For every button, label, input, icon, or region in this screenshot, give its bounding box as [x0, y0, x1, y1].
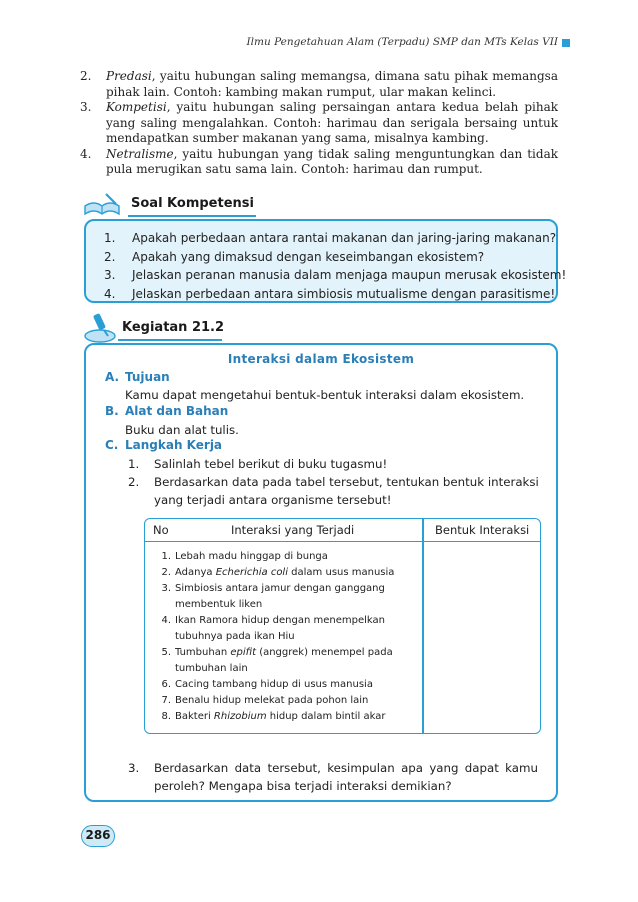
list-number: 3. — [80, 100, 92, 114]
section-letter: B. — [105, 404, 119, 418]
step-item — [128, 455, 548, 473]
row-text: dalam usus manusia — [288, 567, 395, 578]
step-text: Salinlah tebel berikut di buku tugasmu! — [154, 457, 388, 471]
soal-question — [104, 248, 554, 267]
row-number: 8. — [161, 711, 171, 722]
step-item — [128, 473, 548, 509]
row-number: 4. — [161, 615, 171, 626]
row-text: Adanya — [175, 567, 216, 578]
row-species: Rhizobium — [213, 711, 267, 722]
row-text: Lebah madu hinggap di bunga — [175, 551, 328, 562]
section-a-heading — [105, 370, 170, 384]
list-item-netralisme — [80, 146, 558, 178]
row-text: Ikan Ramora hidup dengan menempelkan tubuhnya pada ikan Hiu — [175, 615, 385, 642]
interaction-table — [144, 518, 541, 734]
step-text: Berdasarkan data tersebut, kesimpulan apa yang dapat kamu peroleh? Mengapa bisa terjadi interaksi demikian? — [154, 761, 538, 793]
table-row — [145, 677, 422, 693]
list-item-kompetisi — [80, 100, 558, 147]
book-pen-icon — [82, 192, 122, 218]
table-row — [145, 549, 422, 565]
table-row — [145, 709, 422, 725]
step-number: 1. — [128, 457, 140, 471]
row-number: 1. — [161, 551, 171, 562]
step-number: 3. — [128, 761, 140, 775]
row-species: Echerichia coli — [215, 567, 288, 578]
item-text: , yaitu hubungan saling memangsa, dimana satu pihak memangsa pihak lain. Contoh: kambing makan rumput, ular makan kelinci. — [106, 69, 558, 99]
section-c-heading — [105, 438, 222, 452]
row-number: 7. — [161, 695, 171, 706]
item-text: , yaitu hubungan yang tidak saling menguntungkan dan tidak pula merugikan satu sama lain. Contoh: harimau dan rumput. — [106, 146, 558, 176]
row-text: Cacing tambang hidup di usus manusia — [175, 679, 373, 690]
row-number: 2. — [161, 567, 171, 578]
row-species: epifit — [230, 647, 257, 658]
section-b-heading — [105, 404, 228, 418]
question-number: 3. — [104, 268, 116, 282]
list-item-predasi — [80, 69, 558, 100]
section-label: Langkah Kerja — [125, 438, 223, 452]
section-label: Tujuan — [125, 370, 170, 384]
microscope-icon — [82, 310, 118, 344]
interaction-types-list — [80, 69, 558, 178]
header-interaksi: Interaksi yang Terjadi — [231, 523, 355, 537]
question-text: Jelaskan perbedaan antara simbiosis mutualisme dengan parasitisme! — [132, 286, 556, 301]
soal-question — [104, 285, 554, 304]
step-3 — [128, 759, 538, 795]
question-text: Apakah perbedaan antara rantai makanan dan jaring-jaring makanan? — [132, 231, 557, 245]
table-row — [145, 645, 422, 677]
soal-question — [104, 229, 557, 248]
step-number: 2. — [128, 475, 140, 489]
soal-question-list — [104, 229, 567, 303]
kegiatan-heading: Kegiatan 21.2 — [122, 320, 225, 335]
term-predasi: Predasi — [106, 69, 152, 83]
row-number: 5. — [161, 647, 171, 658]
table-row — [145, 613, 422, 645]
soal-heading: Soal Kompetensi — [131, 196, 254, 211]
question-text: Jelaskan peranan manusia dalam menjaga maupun merusak ekosistem! — [132, 268, 567, 282]
page-number: 286 — [81, 825, 115, 847]
kegiatan-heading-underline — [118, 339, 222, 341]
step-text: Berdasarkan data pada tabel tersebut, tentukan bentuk interaksi yang terjadi antara organisme tersebut! — [154, 475, 539, 507]
row-text: (anggrek) menempel pada tumbuhan lain — [175, 647, 393, 674]
row-text: Tumbuhan — [175, 647, 231, 658]
row-text: Bakteri — [175, 711, 214, 722]
soal-heading-underline — [128, 215, 256, 217]
question-text: Apakah yang dimaksud dengan keseimbangan ekosistem? — [132, 249, 485, 264]
row-number: 6. — [161, 679, 171, 690]
list-number: 2. — [80, 69, 92, 83]
question-number: 2. — [104, 249, 116, 264]
term-netralisme: Netralisme — [106, 146, 174, 161]
section-b-text: Buku dan alat tulis. — [125, 423, 239, 437]
term-kompetisi: Kompetisi — [106, 100, 167, 114]
table-body — [145, 549, 422, 725]
header-bentuk: Bentuk Interaksi — [435, 523, 530, 537]
header-no: No — [153, 523, 169, 537]
row-text: Benalu hidup melekat pada pohon lain — [175, 695, 369, 706]
section-letter: A. — [105, 370, 120, 384]
item-text: , yaitu hubungan saling persaingan antara kedua belah pihak yang saling mengalahkan. Contoh: harimau dan serigala bersaing untuk mendapatkan sumber makanan yang sama, misalnya kambing. — [106, 100, 558, 145]
steps-list — [128, 455, 548, 509]
table-row — [145, 693, 422, 709]
row-text: Simbiosis antara jamur dengan ganggang membentuk liken — [175, 583, 385, 610]
section-a-text: Kamu dapat mengetahui bentuk-bentuk interaksi dalam ekosistem. — [125, 388, 525, 402]
table-header — [145, 519, 540, 542]
list-number: 4. — [80, 146, 92, 161]
table-column-divider — [422, 519, 424, 733]
section-letter: C. — [105, 438, 119, 452]
header-square-marker — [562, 39, 570, 47]
activity-title: Interaksi dalam Ekosistem — [227, 352, 415, 366]
row-text: hidup dalam bintil akar — [266, 711, 386, 722]
question-number: 1. — [104, 231, 116, 245]
table-row — [145, 581, 422, 613]
row-number: 3. — [161, 583, 171, 594]
table-row — [145, 565, 422, 581]
soal-question — [104, 266, 567, 285]
question-number: 4. — [104, 286, 116, 301]
section-label: Alat dan Bahan — [125, 404, 229, 418]
running-header: Ilmu Pengetahuan Alam (Terpadu) SMP dan MTs Kelas VII — [246, 36, 558, 48]
